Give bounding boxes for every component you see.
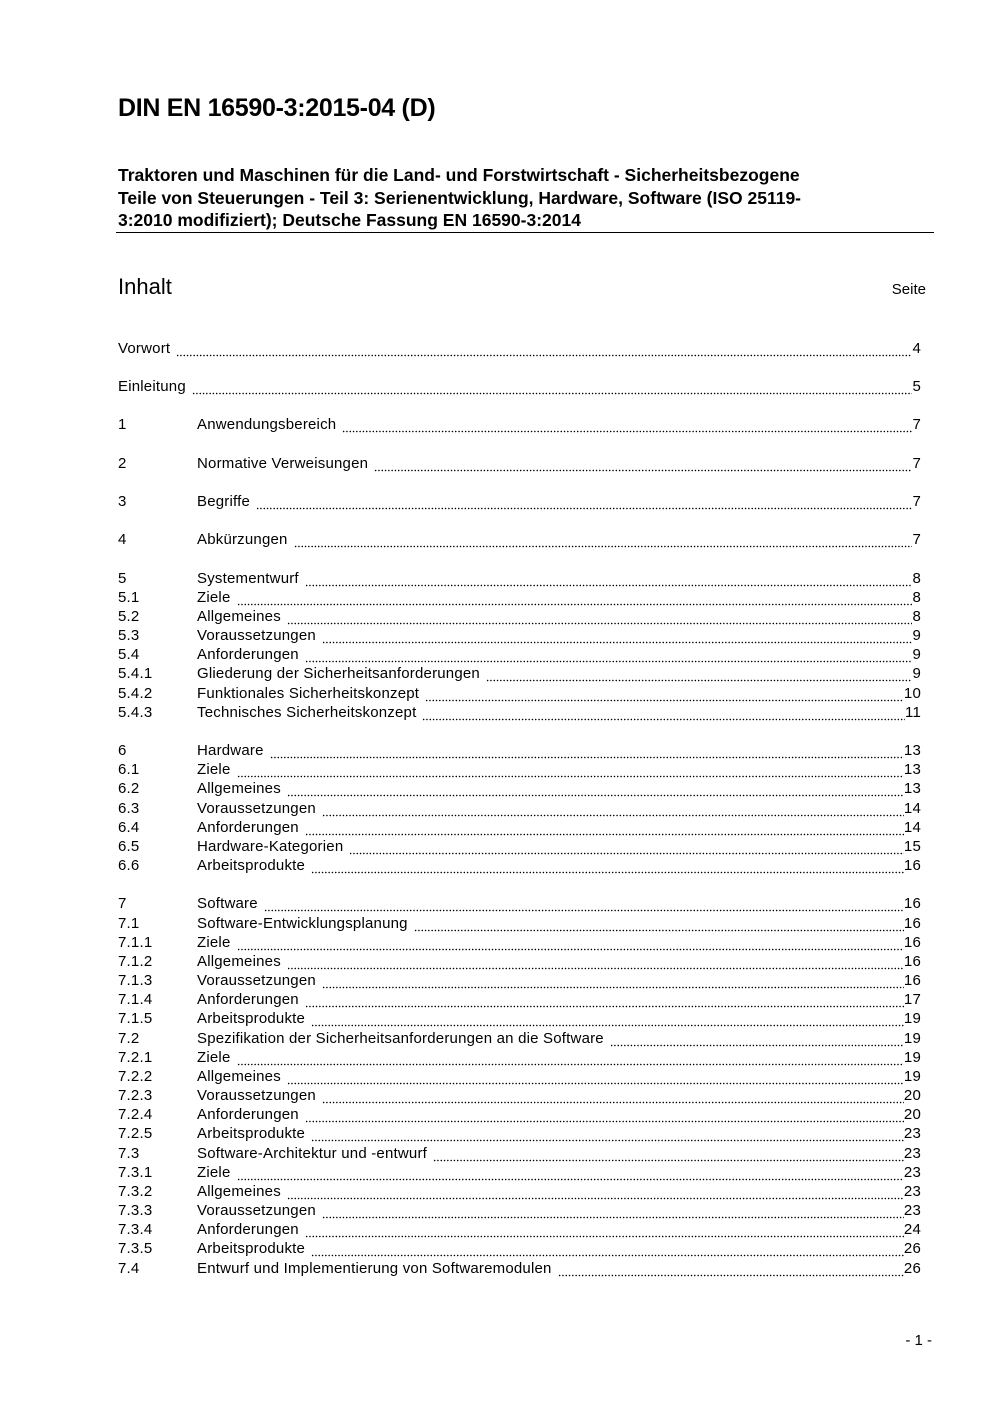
dot-leader bbox=[192, 377, 913, 396]
toc-entry-number: 6.2 bbox=[118, 780, 140, 797]
toc-entry-title: Systementwurf bbox=[197, 570, 299, 587]
toc-entry-title: Ziele bbox=[197, 1049, 231, 1066]
toc-entry-page: 7 bbox=[912, 455, 921, 472]
toc-entry-title: Anwendungsbereich bbox=[197, 416, 337, 433]
dot-leader bbox=[305, 569, 913, 588]
toc-entry-title: Allgemeines bbox=[197, 780, 281, 797]
toc-entry-page: 20 bbox=[903, 1087, 921, 1104]
toc-entry-page: 19 bbox=[903, 1030, 921, 1047]
toc-entry-page: 19 bbox=[903, 1010, 921, 1027]
toc-entry-page: 13 bbox=[903, 742, 921, 759]
toc-entry[interactable] bbox=[118, 664, 921, 683]
dot-leader bbox=[433, 1144, 904, 1163]
toc-entry-title: Software-Entwicklungsplanung bbox=[197, 915, 408, 932]
toc-entry-number: 7.3.2 bbox=[118, 1183, 153, 1200]
toc-entry-number: 7.2.1 bbox=[118, 1049, 153, 1066]
toc-entry-title: Anforderungen bbox=[197, 1221, 299, 1238]
toc-entry-number: 6.5 bbox=[118, 838, 140, 855]
toc-entry[interactable] bbox=[118, 1086, 921, 1105]
toc-entry-title: Technisches Sicherheitskonzept bbox=[197, 704, 417, 721]
document-id: DIN EN 16590-3:2015-04 (D) bbox=[118, 94, 436, 122]
toc-entry-page: 16 bbox=[903, 895, 921, 912]
toc-entry-number: 7.2.4 bbox=[118, 1106, 153, 1123]
toc-entry-number: 7.1.1 bbox=[118, 934, 153, 951]
dot-leader bbox=[237, 933, 904, 952]
toc-entry[interactable] bbox=[118, 856, 921, 875]
toc-entry-page: 23 bbox=[903, 1145, 921, 1162]
dot-leader bbox=[305, 645, 913, 664]
toc-entry-page: 14 bbox=[903, 819, 921, 836]
toc-entry-title: Hardware bbox=[197, 742, 264, 759]
dot-leader bbox=[287, 607, 913, 626]
toc-entry-page: 23 bbox=[903, 1202, 921, 1219]
toc-entry[interactable] bbox=[118, 799, 921, 818]
toc-entry-title: Arbeitsprodukte bbox=[197, 1125, 306, 1142]
toc-entry[interactable] bbox=[118, 971, 921, 990]
toc-entry-title: Ziele bbox=[197, 761, 231, 778]
dot-leader bbox=[425, 684, 904, 703]
toc-entry-number: 6.3 bbox=[118, 800, 140, 817]
dot-leader bbox=[311, 1239, 904, 1258]
table-of-contents bbox=[118, 0, 921, 1403]
toc-entry[interactable] bbox=[118, 1048, 921, 1067]
toc-entry-title: Arbeitsprodukte bbox=[197, 1010, 306, 1027]
toc-entry-number: 7 bbox=[118, 895, 127, 912]
toc-entry-number: 7.3.1 bbox=[118, 1164, 153, 1181]
toc-entry-page: 19 bbox=[903, 1068, 921, 1085]
dot-leader bbox=[237, 1163, 904, 1182]
toc-entry-title: Voraussetzungen bbox=[197, 1202, 316, 1219]
toc-entry-title: Hardware-Kategorien bbox=[197, 838, 344, 855]
toc-entry[interactable] bbox=[118, 645, 921, 664]
toc-entry-page: 4 bbox=[912, 340, 921, 357]
toc-entry-page: 7 bbox=[912, 416, 921, 433]
toc-entry-number: 6.1 bbox=[118, 761, 140, 778]
toc-entry-title: Anforderungen bbox=[197, 646, 299, 663]
toc-entry-title: Software-Architektur und -entwurf bbox=[197, 1145, 428, 1162]
toc-entry-number: 5.4.2 bbox=[118, 685, 153, 702]
toc-entry-title: Voraussetzungen bbox=[197, 800, 316, 817]
toc-entry-page: 16 bbox=[903, 915, 921, 932]
toc-entry-number: 7.2.3 bbox=[118, 1087, 153, 1104]
toc-entry[interactable] bbox=[118, 1067, 921, 1086]
toc-entry-title: Anforderungen bbox=[197, 991, 299, 1008]
toc-entry-title: Anforderungen bbox=[197, 1106, 299, 1123]
dot-leader bbox=[342, 415, 912, 434]
toc-entry-number: 7.2 bbox=[118, 1030, 140, 1047]
dot-leader bbox=[322, 1086, 904, 1105]
toc-heading: Inhalt bbox=[118, 274, 172, 299]
toc-entry-page: 23 bbox=[903, 1164, 921, 1181]
toc-entry-page: 20 bbox=[903, 1106, 921, 1123]
toc-entry-page: 17 bbox=[903, 991, 921, 1008]
toc-entry-title: Ziele bbox=[197, 934, 231, 951]
toc-entry[interactable] bbox=[118, 990, 921, 1009]
toc-entry-number: 6.4 bbox=[118, 819, 140, 836]
toc-entry-title: Allgemeines bbox=[197, 1183, 281, 1200]
toc-entry-number: 7.3.3 bbox=[118, 1202, 153, 1219]
toc-entry-number: 5.2 bbox=[118, 608, 140, 625]
toc-entry[interactable] bbox=[118, 952, 921, 971]
document-title-line: Traktoren und Maschinen für die Land- und Forstwirtschaft - Sicherheitsbezogene bbox=[118, 165, 800, 185]
toc-entry[interactable] bbox=[118, 1163, 921, 1182]
dot-leader bbox=[287, 952, 904, 971]
toc-entry-number: 7.3 bbox=[118, 1145, 140, 1162]
toc-entry-title: Software bbox=[197, 895, 258, 912]
toc-entry-number: 5 bbox=[118, 570, 127, 587]
dot-leader bbox=[264, 894, 904, 913]
toc-entry-title: Voraussetzungen bbox=[197, 972, 316, 989]
toc-entry-page: 16 bbox=[903, 934, 921, 951]
toc-entry[interactable] bbox=[118, 760, 921, 779]
toc-entry-number: 1 bbox=[118, 416, 127, 433]
toc-entry-page: 16 bbox=[903, 857, 921, 874]
dot-leader bbox=[422, 703, 905, 722]
toc-entry-title: Voraussetzungen bbox=[197, 1087, 316, 1104]
dot-leader bbox=[414, 914, 904, 933]
toc-entry-page: 24 bbox=[903, 1221, 921, 1238]
dot-leader bbox=[305, 818, 904, 837]
toc-entry[interactable] bbox=[118, 684, 921, 703]
toc-entry[interactable] bbox=[118, 454, 921, 473]
toc-entry-number: 4 bbox=[118, 531, 127, 548]
toc-entry-title: Vorwort bbox=[118, 340, 171, 357]
toc-entry-page: 8 bbox=[912, 570, 921, 587]
toc-entry-number: 7.4 bbox=[118, 1260, 140, 1277]
toc-entry-title: Voraussetzungen bbox=[197, 627, 316, 644]
toc-entry-number: 7.1.5 bbox=[118, 1010, 153, 1027]
toc-entry-number: 7.1.2 bbox=[118, 953, 153, 970]
dot-leader bbox=[237, 760, 904, 779]
toc-entry-title: Ziele bbox=[197, 589, 231, 606]
dot-leader bbox=[305, 990, 904, 1009]
dot-leader bbox=[256, 492, 912, 511]
toc-entry[interactable] bbox=[118, 894, 921, 913]
dot-leader bbox=[305, 1105, 904, 1124]
toc-entry[interactable] bbox=[118, 607, 921, 626]
toc-entry-page: 26 bbox=[903, 1240, 921, 1257]
document-title-line: 3:2010 modifiziert); Deutsche Fassung EN 16590-3:2014 bbox=[118, 210, 581, 230]
toc-entry-number: 7.1 bbox=[118, 915, 140, 932]
toc-entry[interactable] bbox=[118, 588, 921, 607]
toc-entry-page: 16 bbox=[903, 972, 921, 989]
toc-entry-page: 13 bbox=[903, 761, 921, 778]
toc-entry-number: 6.6 bbox=[118, 857, 140, 874]
toc-entry[interactable] bbox=[118, 933, 921, 952]
toc-entry-title: Abkürzungen bbox=[197, 531, 288, 548]
toc-entry[interactable] bbox=[118, 1201, 921, 1220]
toc-entry[interactable] bbox=[118, 1029, 921, 1048]
toc-entry-title: Allgemeines bbox=[197, 608, 281, 625]
toc-entry-title: Anforderungen bbox=[197, 819, 299, 836]
toc-entry[interactable] bbox=[118, 377, 921, 396]
toc-entry-page: 9 bbox=[912, 627, 921, 644]
toc-entry-number: 5.1 bbox=[118, 589, 140, 606]
dot-leader bbox=[610, 1029, 904, 1048]
toc-entry[interactable] bbox=[118, 741, 921, 760]
dot-leader bbox=[322, 626, 913, 645]
dot-leader bbox=[311, 1124, 904, 1143]
toc-entry-number: 2 bbox=[118, 455, 127, 472]
dot-leader bbox=[287, 1067, 904, 1086]
toc-entry-page: 23 bbox=[903, 1183, 921, 1200]
dot-leader bbox=[558, 1259, 904, 1278]
toc-entry-number: 6 bbox=[118, 742, 127, 759]
toc-entry-title: Arbeitsprodukte bbox=[197, 1240, 306, 1257]
toc-entry-title: Ziele bbox=[197, 1164, 231, 1181]
dot-leader bbox=[294, 530, 913, 549]
toc-entry[interactable] bbox=[118, 530, 921, 549]
toc-entry[interactable] bbox=[118, 1239, 921, 1258]
toc-entry-number: 5.3 bbox=[118, 627, 140, 644]
dot-leader bbox=[486, 664, 912, 683]
dot-leader bbox=[270, 741, 904, 760]
toc-entry-page: 16 bbox=[903, 953, 921, 970]
toc-entry-title: Begriffe bbox=[197, 493, 251, 510]
toc-entry-page: 5 bbox=[912, 378, 921, 395]
toc-entry-page: 9 bbox=[912, 665, 921, 682]
toc-entry[interactable] bbox=[118, 914, 921, 933]
toc-entry-number: 7.3.5 bbox=[118, 1240, 153, 1257]
page-number: - 1 - bbox=[905, 1332, 932, 1349]
document-title-line: Teile von Steuerungen - Teil 3: Serienentwicklung, Hardware, Software (ISO 25119- bbox=[118, 187, 802, 208]
toc-entry-page: 23 bbox=[903, 1125, 921, 1142]
toc-entry-title: Funktionales Sicherheitskonzept bbox=[197, 685, 420, 702]
toc-entry-page: 7 bbox=[912, 531, 921, 548]
dot-leader bbox=[287, 1182, 904, 1201]
toc-entry[interactable] bbox=[118, 703, 921, 722]
dot-leader bbox=[322, 1201, 904, 1220]
toc-entry[interactable] bbox=[118, 1105, 921, 1124]
toc-entry-title: Arbeitsprodukte bbox=[197, 857, 306, 874]
toc-entry[interactable] bbox=[118, 569, 921, 588]
dot-leader bbox=[374, 454, 912, 473]
toc-entry[interactable] bbox=[118, 837, 921, 856]
toc-entry-title: Entwurf und Implementierung von Softwaremodulen bbox=[197, 1260, 552, 1277]
toc-entry-number: 5.4 bbox=[118, 646, 140, 663]
toc-entry-page: 13 bbox=[903, 780, 921, 797]
dot-leader bbox=[237, 588, 913, 607]
dot-leader bbox=[305, 1220, 904, 1239]
toc-entry-number: 7.1.4 bbox=[118, 991, 153, 1008]
toc-entry[interactable] bbox=[118, 1144, 921, 1163]
toc-entry[interactable] bbox=[118, 1220, 921, 1239]
dot-leader bbox=[311, 1009, 904, 1028]
toc-page-column-label: Seite bbox=[891, 281, 926, 298]
toc-entry-title: Normative Verweisungen bbox=[197, 455, 369, 472]
toc-entry-number: 7.2.2 bbox=[118, 1068, 153, 1085]
toc-entry-page: 26 bbox=[903, 1260, 921, 1277]
toc-entry-page: 14 bbox=[903, 800, 921, 817]
toc-entry-title: Allgemeines bbox=[197, 953, 281, 970]
toc-entry-page: 15 bbox=[903, 838, 921, 855]
toc-entry[interactable] bbox=[118, 1124, 921, 1143]
toc-entry-number: 7.3.4 bbox=[118, 1221, 153, 1238]
toc-entry-number: 7.1.3 bbox=[118, 972, 153, 989]
toc-entry[interactable] bbox=[118, 339, 921, 358]
toc-entry[interactable] bbox=[118, 818, 921, 837]
dot-leader bbox=[237, 1048, 904, 1067]
dot-leader bbox=[322, 971, 904, 990]
toc-entry[interactable] bbox=[118, 626, 921, 645]
toc-entry-page: 9 bbox=[912, 646, 921, 663]
toc-entry-title: Gliederung der Sicherheitsanforderungen bbox=[197, 665, 480, 682]
toc-entry[interactable] bbox=[118, 779, 921, 798]
dot-leader bbox=[311, 856, 904, 875]
toc-entry-title: Spezifikation der Sicherheitsanforderungen an die Software bbox=[197, 1030, 604, 1047]
dot-leader bbox=[322, 799, 904, 818]
toc-entry-number: 3 bbox=[118, 493, 127, 510]
dot-leader bbox=[287, 779, 904, 798]
toc-entry-title: Einleitung bbox=[118, 378, 186, 395]
toc-entry[interactable] bbox=[118, 1182, 921, 1201]
toc-entry-number: 7.2.5 bbox=[118, 1125, 153, 1142]
toc-entry[interactable] bbox=[118, 1009, 921, 1028]
dot-leader bbox=[176, 339, 912, 358]
dot-leader bbox=[349, 837, 904, 856]
toc-entry-page: 10 bbox=[903, 685, 921, 702]
toc-entry-title: Allgemeines bbox=[197, 1068, 281, 1085]
toc-entry-page: 8 bbox=[912, 589, 921, 606]
toc-entry[interactable] bbox=[118, 492, 921, 511]
toc-entry-page: 8 bbox=[912, 608, 921, 625]
toc-entry-number: 5.4.1 bbox=[118, 665, 153, 682]
toc-entry-page: 11 bbox=[905, 704, 921, 721]
toc-entry[interactable] bbox=[118, 415, 921, 434]
toc-entry-page: 19 bbox=[903, 1049, 921, 1066]
toc-entry-number: 5.4.3 bbox=[118, 704, 153, 721]
toc-entry-page: 7 bbox=[912, 493, 921, 510]
toc-entry[interactable] bbox=[118, 1259, 921, 1278]
